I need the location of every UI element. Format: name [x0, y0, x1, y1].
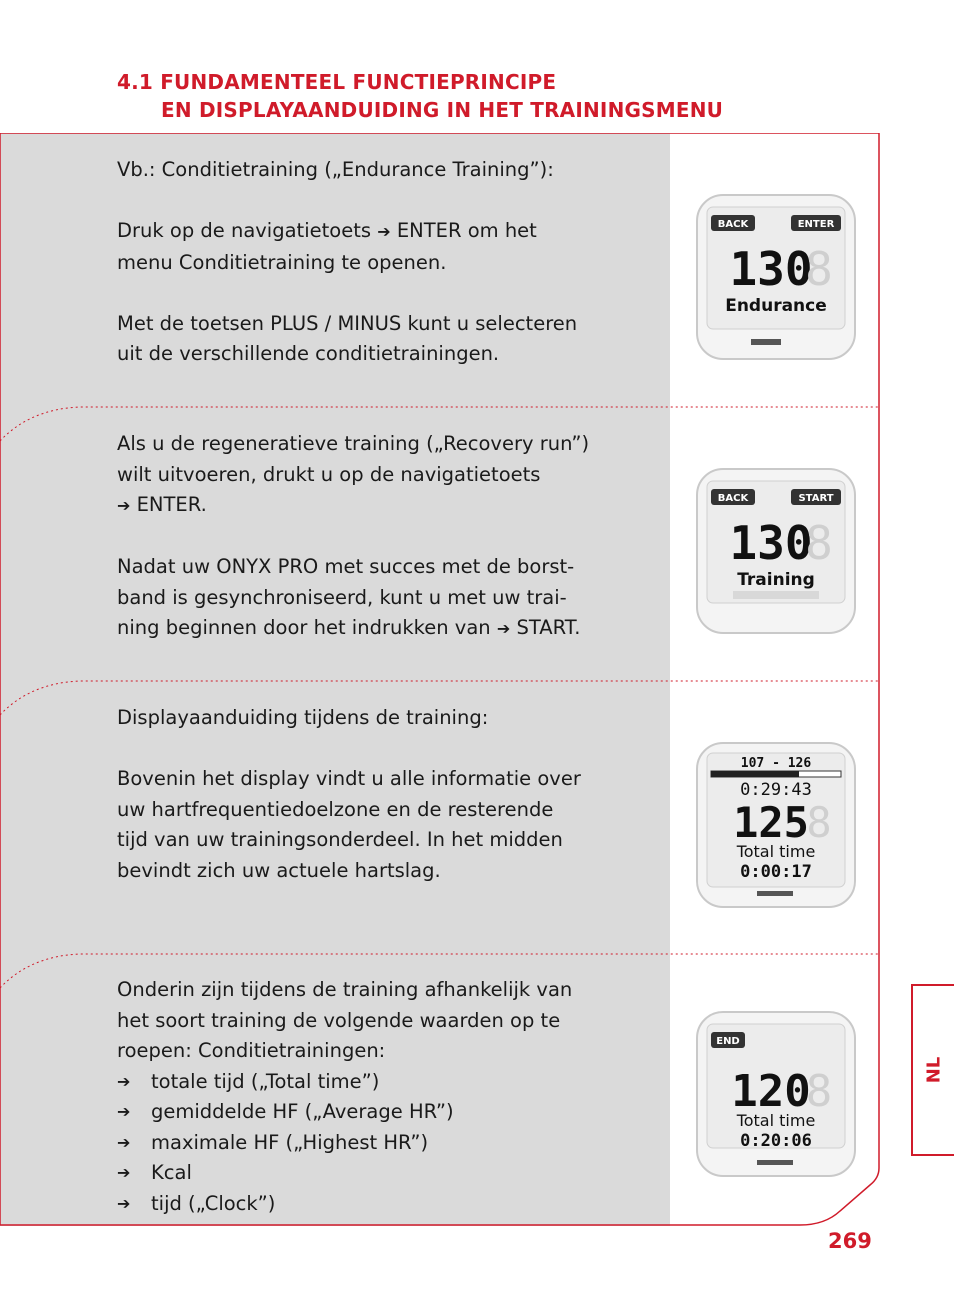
text-part: ENTER om het: [396, 219, 537, 242]
text-part: ENTER.: [136, 493, 207, 516]
arrow-right-icon: ➔: [117, 1102, 131, 1121]
text: uw hartfrequentiedoelzone en de resterende: [117, 797, 554, 821]
watch-left-button: BACK: [717, 219, 749, 230]
text: band is gesynchroniseerd, kunt u met uw trai-: [117, 585, 567, 609]
text: Displayaanduiding tijdens de training:: [117, 706, 489, 729]
section-2: [0, 407, 880, 681]
heading-line-1: 4.1 FUNDAMENTEEL FUNCTIEPRINCIPE: [117, 70, 557, 94]
watch-remaining-time: 0:29:43: [740, 780, 812, 800]
section-3: [0, 681, 880, 954]
list-item-text: tijd („Clock”): [151, 1191, 276, 1215]
text: [117, 613, 647, 645]
arrow-right-icon: ➔: [117, 1163, 131, 1182]
text: [117, 216, 647, 248]
svg-text:8: 8: [805, 242, 833, 296]
arrow-right-icon: ➔: [117, 1071, 131, 1091]
svg-text:8: 8: [806, 798, 832, 847]
language-tab: [911, 984, 954, 1156]
watch-heart-rate: 120: [731, 1066, 811, 1117]
section-1: [0, 133, 880, 407]
section-4: [0, 954, 880, 1226]
text: bevindt zich uw actuele hartslag.: [117, 858, 441, 882]
text: Bovenin het display vindt u alle informatie over: [117, 767, 581, 790]
language-tab-label: NL: [923, 1056, 944, 1084]
watch-value: 0:00:17: [740, 862, 812, 882]
watch-heart-rate: 130: [729, 242, 813, 296]
watch-display-hr-zone: [693, 739, 859, 914]
arrow-right-icon: ➔: [117, 496, 131, 515]
watch-right-button: ENTER: [797, 219, 835, 230]
watch-label: Total time: [736, 1111, 816, 1130]
page-number: 269: [828, 1229, 872, 1253]
arrow-right-icon: ➔: [117, 1132, 131, 1152]
watch-value: 0:20:06: [740, 1131, 812, 1151]
list-item-text: gemiddelde HF („Average HR”): [151, 1100, 454, 1123]
text-part: ning beginnen door het indrukken van: [117, 616, 491, 639]
list-item-text: maximale HF („Highest HR”): [151, 1130, 429, 1154]
content-frame: [0, 133, 880, 1226]
list-item: [117, 1158, 647, 1189]
list-item: [117, 1067, 647, 1098]
watch-display-training: [693, 465, 859, 640]
list-item: [117, 1189, 647, 1220]
svg-text:8: 8: [805, 516, 833, 570]
watch-label: Endurance: [725, 296, 827, 316]
watch-heart-rate: 130: [729, 516, 813, 570]
text: wilt uitvoeren, drukt u op de navigatietoets: [117, 462, 541, 486]
text: Vb.: Conditietraining („Endurance Training”):: [117, 158, 554, 181]
text: roepen: Conditietrainingen:: [117, 1039, 386, 1062]
text: Als u de regeneratieve training („Recovery run”): [117, 432, 590, 455]
watch-right-button: START: [798, 493, 834, 504]
text: tijd van uw trainingsonderdeel. In het midden: [117, 828, 563, 851]
watch-left-button: BACK: [717, 493, 749, 504]
arrow-right-icon: ➔: [117, 1193, 131, 1213]
list-item: [117, 1128, 647, 1159]
svg-text:8: 8: [805, 1066, 833, 1117]
text: het soort training de volgende waarden op te: [117, 1008, 561, 1032]
watch-display-endurance: [693, 191, 859, 366]
list-item: [117, 1097, 647, 1128]
arrow-right-icon: ➔: [496, 619, 511, 638]
watch-label: Training: [737, 570, 815, 590]
text: Nadat uw ONYX PRO met succes met de borst-: [117, 555, 575, 578]
watch-left-button: END: [716, 1036, 740, 1047]
text: Onderin zijn tijdens de training afhankelijk van: [117, 978, 573, 1001]
list-item-text: Kcal: [151, 1161, 192, 1184]
list-item-text: totale tijd („Total time”): [151, 1069, 380, 1093]
arrow-right-icon: ➔: [377, 222, 391, 241]
section-heading: [117, 68, 723, 124]
watch-label: Total time: [736, 842, 816, 861]
text-part: START.: [516, 616, 581, 639]
watch-heart-rate: 125: [733, 798, 809, 847]
text: uit de verschillende conditietrainingen.: [117, 342, 500, 365]
heading-line-2: EN DISPLAYAANDUIDING IN HET TRAININGSMENU: [161, 98, 724, 122]
watch-hr-zone: 107 - 126: [740, 756, 812, 771]
text: Met de toetsen PLUS / MINUS kunt u selecteren: [117, 311, 578, 335]
text-part: Druk op de navigatietoets: [117, 219, 371, 242]
text: menu Conditietraining te openen.: [117, 250, 447, 274]
text: [117, 490, 647, 522]
watch-display-total-time: [693, 1008, 859, 1183]
